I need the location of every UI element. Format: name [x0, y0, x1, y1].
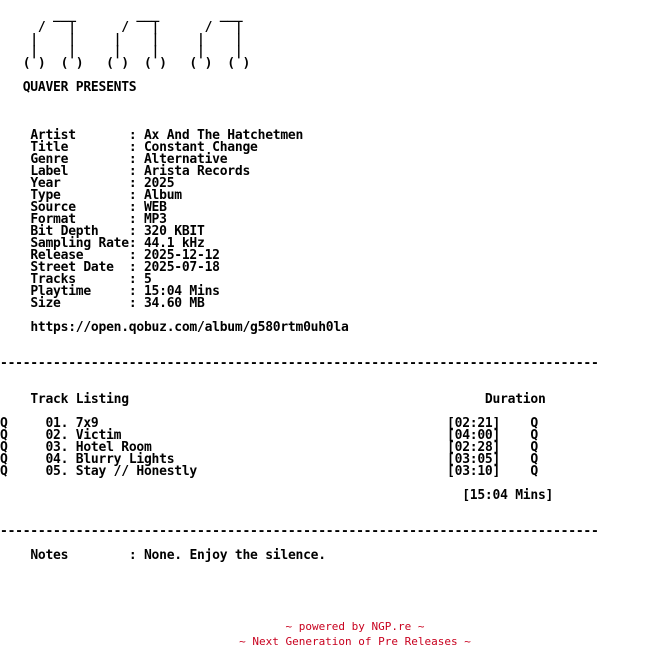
track-duration: [03:10]: [447, 464, 501, 479]
track-marker-left: Q: [0, 440, 8, 455]
info-key: Release: [30, 248, 129, 263]
track-marker-left: Q: [0, 464, 8, 479]
info-key: Title: [30, 140, 129, 155]
info-key: Artist: [30, 128, 129, 143]
track-title: Hotel Room: [75, 440, 152, 455]
presenter-title: QUAVER PRESENTS: [22, 80, 137, 95]
track-number: 03.: [45, 440, 69, 455]
info-value: 2025: [143, 176, 175, 191]
info-value: Arista Records: [143, 164, 251, 179]
info-value: Album: [143, 188, 182, 203]
track-marker-right: Q: [530, 416, 538, 431]
info-key: Type: [30, 188, 129, 203]
info-value: 5: [143, 272, 152, 287]
info-value: 320 KBIT: [143, 224, 205, 239]
track-duration: [03:05]: [447, 452, 501, 467]
track-marker-left: Q: [0, 452, 8, 467]
info-key: Format: [30, 212, 129, 227]
info-key: Playtime: [30, 284, 129, 299]
total-playtime: [15:04 Mins]: [462, 488, 554, 503]
track-duration: [02:21]: [447, 416, 501, 431]
logo-ascii-line: ___ ___ ___: [0, 8, 243, 23]
info-value: Constant Change: [143, 140, 258, 155]
track-number: 04.: [45, 452, 69, 467]
info-key: Bit Depth: [30, 224, 129, 239]
track-marker-right: Q: [530, 440, 538, 455]
separator-line: -------------------------------------------------------------------------------: [0, 524, 599, 539]
separator-line: -------------------------------------------------------------------------------: [0, 356, 599, 371]
track-title: Victim: [75, 428, 122, 443]
info-value: 2025-07-18: [143, 260, 220, 275]
track-number: 05.: [45, 464, 69, 479]
track-listing-header: Track Listing: [30, 392, 129, 407]
info-key: Source: [30, 200, 129, 215]
track-marker-left: Q: [0, 416, 8, 431]
info-value: Alternative: [143, 152, 228, 167]
info-key: Tracks: [30, 272, 129, 287]
info-value: Ax And The Hatchetmen: [143, 128, 304, 143]
album-url: https://open.qobuz.com/album/g580rtm0uh0la: [30, 320, 349, 335]
track-marker-left: Q: [0, 428, 8, 443]
track-number: 01.: [45, 416, 69, 431]
track-marker-right: Q: [530, 452, 538, 467]
track-marker-right: Q: [530, 428, 538, 443]
footer-tagline: ~ Next Generation of Pre Releases ~: [239, 635, 471, 648]
info-key: Size: [30, 296, 129, 311]
logo-ascii-line: / | / | / |: [0, 20, 243, 35]
notes-value: None. Enjoy the silence.: [143, 548, 326, 563]
info-value: 34.60 MB: [143, 296, 205, 311]
info-value: MP3: [143, 212, 167, 227]
info-key: Sampling Rate: [30, 236, 129, 251]
info-key: Street Date: [30, 260, 129, 275]
logo-ascii-line: ( ) ( ) ( ) ( ) ( ) ( ): [0, 56, 251, 71]
track-title: Blurry Lights: [75, 452, 175, 467]
track-duration: [04:00]: [447, 428, 501, 443]
info-value: 15:04 Mins: [143, 284, 220, 299]
nfo-text: ___ ___ ___ / | / | / | | | | | | | | | | | | | ( ) ( ) ( ) ( ) ( ) ( ) QUAVER PRESENTS Artist : Ax And The Hatchetmen Title : Constant Change Genre : Alternative Label : Arista Records Year : 2025 Type : Album Source : WEB Format : MP3 Bit Depth : 320 KBIT Sampling Rate: 44.1 kHz Release : 2025-12-12 Street Date : 2025-07-18 Tracks : 5 Playtime : 15:04 Mins Size : 34.60 MB https://open.qobuz.com/album/g580rtm0uh0la ------------------------------------------------------------------------------- Track Listing Duration Q 01. 7x9 [02:21] Q Q 02. Victim [04:00] Q Q 03. Hotel Room [02:28] Q Q 04. Blurry Lights [03:05] Q Q 05. Stay // Honestly [03:10] Q [15:04 Mins] ------------------------------------------------------------------------------- Notes : None. Enjoy the silence.: [0, 8, 599, 563]
info-value: WEB: [143, 200, 167, 215]
track-title: 7x9: [75, 416, 99, 431]
notes-key: Notes: [30, 548, 69, 563]
track-title: Stay // Honestly: [75, 464, 198, 479]
logo-ascii-line: | | | | | |: [0, 44, 243, 59]
info-value: 44.1 kHz: [143, 236, 205, 251]
info-key: Label: [30, 164, 129, 179]
info-key: Genre: [30, 152, 129, 167]
footer-powered-by: ~ powered by NGP.re ~: [285, 620, 425, 633]
track-marker-right: Q: [530, 464, 538, 479]
duration-header: Duration: [484, 392, 546, 407]
logo-ascii-line: | | | | | |: [0, 32, 243, 47]
track-number: 02.: [45, 428, 69, 443]
track-duration: [02:28]: [447, 440, 501, 455]
info-value: 2025-12-12: [143, 248, 220, 263]
info-key: Year: [30, 176, 129, 191]
